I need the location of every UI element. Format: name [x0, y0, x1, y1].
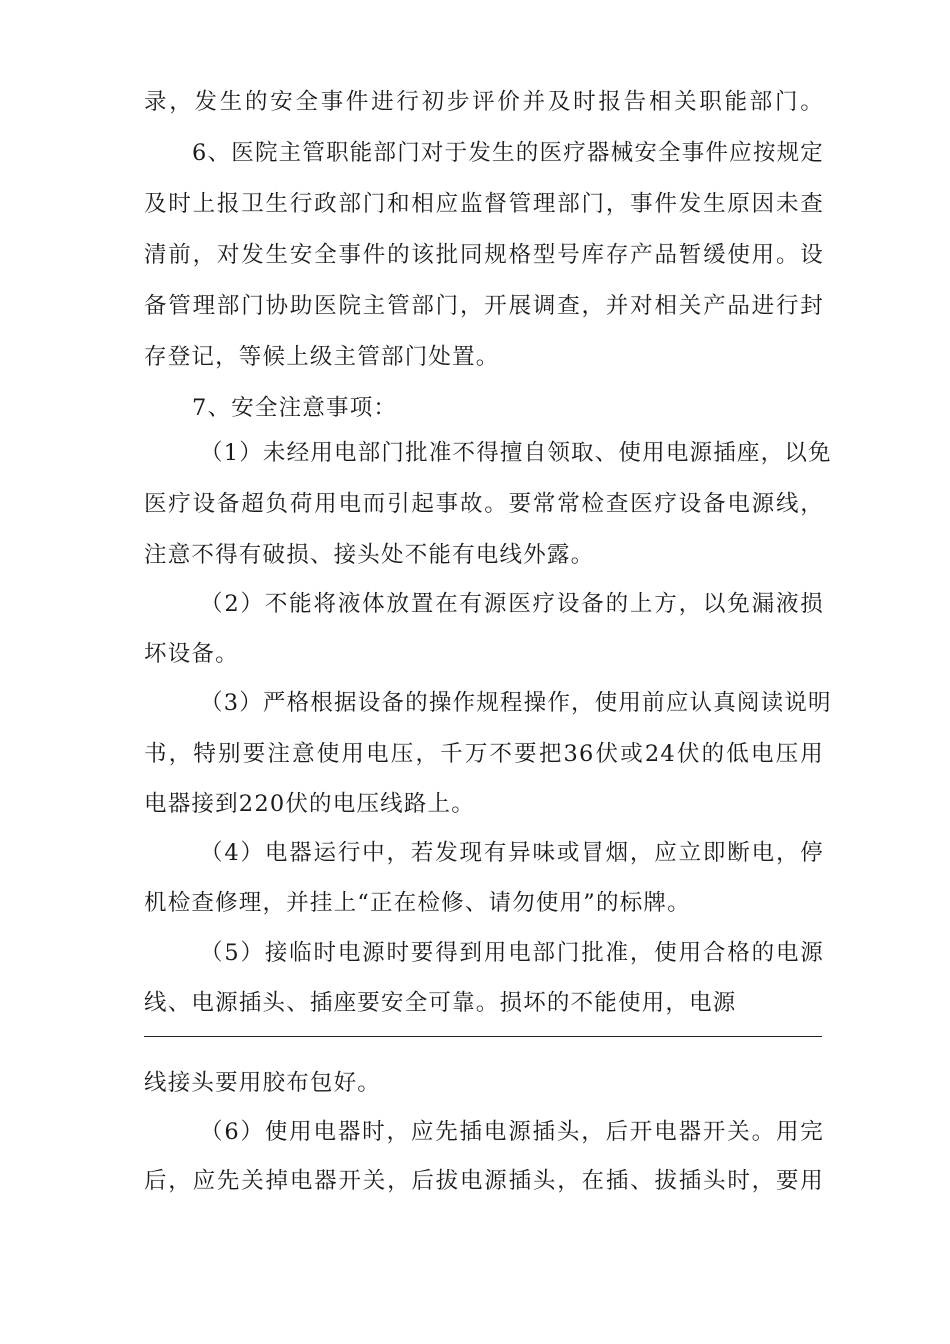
text-line-9: 医疗设备超负荷用电而引起事故。要常常检查医疗设备电源线， — [144, 491, 824, 517]
text-line-1: 录，发生的安全事件进行初步评价并及时报告相关职能部门。 — [144, 89, 824, 115]
text-line-5: 备管理部门协助医院主管部门，开展调查，并对相关产品进行封 — [144, 293, 824, 319]
text-line-4: 清前，对发生安全事件的该批同规格型号库存产品暂缓使用。设 — [144, 242, 824, 268]
text-line-15: 电器接到220伏的电压线路上。 — [144, 791, 475, 817]
text-line-6: 存登记，等候上级主管部门处置。 — [144, 344, 500, 370]
text-line-14: 书，特别要注意使用电压，千万不要把36伏或24伏的低电压用 — [144, 741, 824, 767]
text-line-19: 线、电源插头、插座要安全可靠。损坏的不能使用，电源 — [144, 990, 737, 1016]
text-line-7: 7、安全注意事项： — [192, 395, 398, 421]
text-line-2: 6、医院主管职能部门对于发生的医疗器械安全事件应按规定 — [192, 140, 824, 166]
text-line-17: 机检查修理，并挂上“正在检修、请勿使用”的标牌。 — [144, 890, 691, 916]
text-line-11: （2）不能将液体放置在有源医疗设备的上方，以免漏液损 — [200, 591, 824, 617]
text-line-10: 注意不得有破损、接头处不能有电线外露。 — [144, 542, 595, 568]
page-divider — [144, 1036, 822, 1037]
text-line-21: （6）使用电器时，应先插电源插头，后开电器开关。用完 — [200, 1119, 824, 1145]
text-line-16: （4）电器运行中，若发现有异味或冒烟，应立即断电，停 — [200, 840, 824, 866]
text-line-20: 线接头要用胶布包好。 — [144, 1070, 382, 1096]
text-line-22: 后，应先关掉电器开关，后拔电源插头，在插、拔插头时，要用 — [144, 1168, 824, 1194]
text-line-8: （1）未经用电部门批准不得擅自领取、使用电源插座，以免 — [200, 440, 832, 466]
text-line-12: 坏设备。 — [144, 641, 239, 667]
text-line-18: （5）接临时电源时要得到用电部门批准，使用合格的电源 — [200, 940, 824, 966]
text-line-3: 及时上报卫生行政部门和相应监督管理部门，事件发生原因未查 — [144, 191, 824, 217]
text-line-13: （3）严格根据设备的操作规程操作，使用前应认真阅读说明 — [200, 690, 832, 716]
